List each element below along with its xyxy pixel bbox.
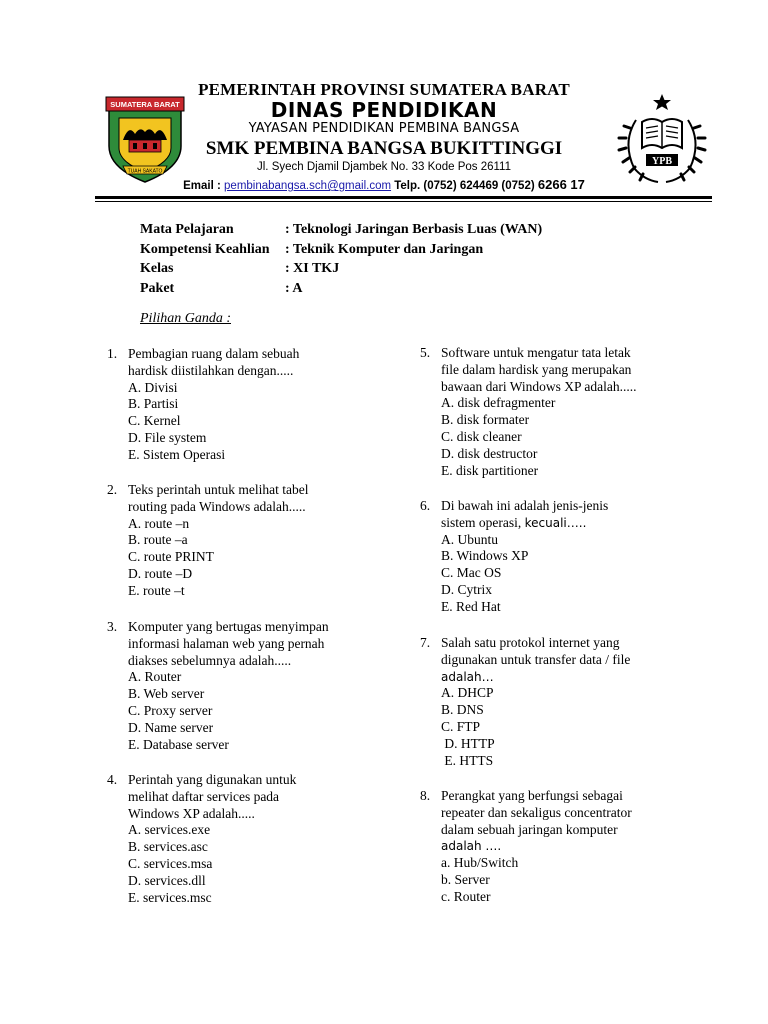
meta-value: : A — [285, 281, 303, 296]
meta-row-package — [140, 281, 303, 297]
answer-option: a. Hub/Switch — [441, 855, 519, 871]
answer-option: b. Server — [441, 871, 490, 887]
question-text: Pembagian ruang dalam sebuah — [128, 346, 300, 361]
question-text: sistem operasi, — [441, 514, 525, 530]
question-text: repeater dan sekaligus concentrator — [441, 804, 632, 820]
question-number: 1. — [107, 346, 118, 361]
answer-option: D. File system — [128, 429, 207, 445]
answer-option: E. route –t — [128, 582, 185, 598]
letterhead-divider-thin — [95, 201, 712, 202]
answer-option: D. services.dll — [128, 872, 206, 888]
question-number: 5. — [420, 345, 431, 360]
section-title: Pilihan Ganda : — [140, 311, 231, 326]
answer-option: A. services.exe — [128, 822, 211, 838]
contact-line — [0, 177, 768, 192]
answer-option: A. route –n — [128, 515, 190, 531]
email-link[interactable]: pembinabangsa.sch@gmail.com — [224, 180, 392, 192]
meta-label: Paket — [140, 281, 175, 296]
answer-option: A. Ubuntu — [441, 531, 498, 547]
meta-label: Mata Pelajaran — [140, 222, 234, 237]
question-text: dalam sebuah jaringan komputer — [441, 821, 618, 837]
question-text-suffix: adalah… — [441, 669, 494, 684]
question-number: 2. — [107, 482, 118, 497]
school-address: Jl. Syech Djamil Djambek No. 33 Kode Pos 26111 — [257, 161, 511, 173]
question-text: Di bawah ini adalah jenis-jenis — [441, 498, 609, 513]
question-text: diakses sebelumnya adalah..... — [128, 652, 292, 668]
question-text: Komputer yang bertugas menyimpan — [128, 619, 329, 634]
answer-option: B. route –a — [128, 532, 188, 548]
meta-row-subject — [140, 222, 542, 238]
answer-option: C. Kernel — [128, 413, 181, 429]
answer-option: E. Red Hat — [441, 598, 501, 614]
meta-value: : Teknologi Jaringan Berbasis Luas (WAN) — [285, 222, 543, 237]
phone-text: Telp. (0752) 624469 (0752) — [391, 180, 538, 192]
answer-option: E. services.msc — [128, 889, 212, 905]
question-number: 7. — [420, 635, 431, 650]
answer-option: D. Cytrix — [441, 581, 493, 597]
answer-option: D. Name server — [128, 719, 214, 735]
emblem-banner-text: SUMATERA BARAT — [110, 100, 180, 109]
question-text: Perintah yang digunakan untuk — [128, 772, 297, 787]
email-label: Email : — [183, 180, 225, 192]
meta-value: : Teknik Komputer dan Jaringan — [285, 242, 484, 257]
question-text-suffix: adalah …. — [441, 839, 502, 854]
answer-option: A. Divisi — [128, 379, 178, 395]
question-text: Perangkat yang berfungsi sebagai — [441, 788, 623, 803]
answer-option: B. Partisi — [128, 396, 179, 412]
question-text: Software untuk mengatur tata letak — [441, 345, 631, 360]
meta-row-class — [140, 261, 339, 277]
foundation-name: YAYASAN PENDIDIKAN PEMBINA BANGSA — [248, 121, 520, 136]
question-text: Salah satu protokol internet yang — [441, 635, 620, 650]
question-number: 3. — [107, 619, 118, 634]
question-number: 4. — [107, 772, 118, 787]
meta-label: Kompetensi Keahlian — [140, 242, 270, 257]
answer-option: C. Mac OS — [441, 565, 502, 581]
answer-option: C. FTP — [441, 718, 481, 734]
answer-option: C. route PRINT — [128, 549, 214, 565]
letterhead-divider — [95, 196, 712, 199]
question-text: routing pada Windows adalah..... — [128, 498, 306, 514]
school-name: SMK PEMBINA BANGSA BUKITTINGGI — [205, 138, 563, 159]
question-text: Teks perintah untuk melihat tabel — [128, 482, 309, 497]
answer-option: E. disk partitioner — [441, 462, 539, 478]
question-text: informasi halaman web yang pernah — [128, 635, 325, 651]
ypb-monogram: YPB — [652, 156, 672, 167]
answer-option: E. Database server — [128, 736, 229, 752]
question-text: file dalam hardisk yang merupakan — [441, 361, 632, 377]
question-text: hardisk diistilahkan dengan..... — [128, 362, 294, 378]
answer-option: B. Windows XP — [441, 548, 529, 564]
answer-option: C. Proxy server — [128, 702, 213, 718]
answer-option: D. HTTP — [441, 735, 495, 751]
meta-label: Kelas — [140, 261, 174, 276]
question-text-mixed — [441, 515, 681, 532]
answer-option: B. Web server — [128, 686, 205, 702]
question-text: bawaan dari Windows XP adalah..... — [441, 378, 637, 394]
answer-option: B. disk formater — [441, 412, 530, 428]
meta-row-competency — [140, 242, 483, 258]
meta-value: : XI TKJ — [285, 261, 340, 276]
question-number: 8. — [420, 788, 431, 803]
answer-option: D. route –D — [128, 565, 193, 581]
emblem-ribbon-text: TUAH SAKATO — [127, 168, 163, 175]
question-text: Windows XP adalah..... — [128, 805, 255, 821]
department-title: DINAS PENDIDIKAN — [270, 98, 498, 122]
question-text-suffix: kecuali….. — [524, 515, 587, 530]
answer-option: C. disk cleaner — [441, 428, 522, 444]
answer-option: E. HTTS — [441, 752, 494, 768]
answer-option: B. services.asc — [128, 839, 208, 855]
answer-option: A. disk defragmenter — [441, 395, 556, 411]
answer-option: B. DNS — [441, 702, 484, 718]
question-text: digunakan untuk transfer data / file — [441, 651, 631, 667]
answer-option: E. Sistem Operasi — [128, 446, 226, 462]
province-title: PEMERINTAH PROVINSI SUMATERA BARAT — [198, 80, 570, 99]
question-number: 6. — [420, 498, 431, 513]
answer-option: D. disk destructor — [441, 445, 538, 461]
answer-option: c. Router — [441, 888, 491, 904]
answer-option: C. services.msa — [128, 855, 213, 871]
question-text: melihat daftar services pada — [128, 788, 280, 804]
answer-option: A. DHCP — [441, 685, 494, 701]
answer-option: A. Router — [128, 669, 182, 685]
phone-tail: 6266 17 — [537, 177, 585, 192]
